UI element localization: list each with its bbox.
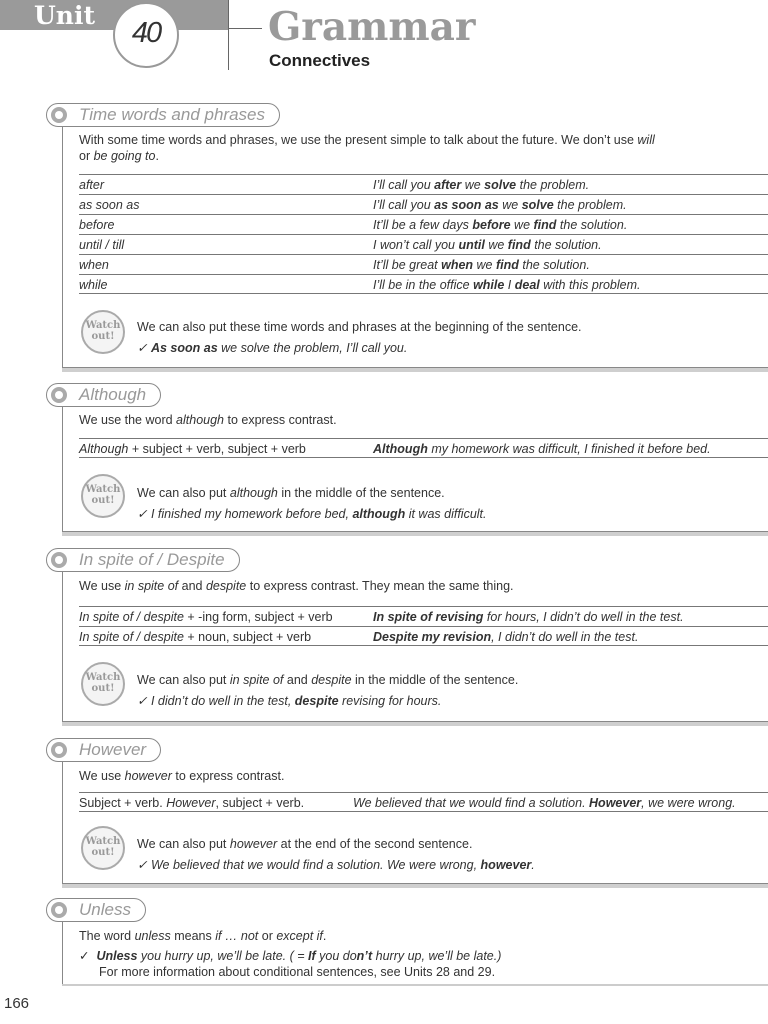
- section-unless: [62, 910, 768, 986]
- table-row: [79, 234, 768, 254]
- bullet-icon: [51, 902, 67, 918]
- table-row: [79, 214, 768, 234]
- watch-out-icon: [81, 826, 125, 870]
- watch-out-text: We can also put these time words and phrases at the beginning of the sentence.: [137, 320, 582, 334]
- intro-em: be going to: [93, 149, 156, 163]
- watch-out-example: ✓ As soon as we solve the problem, I’ll call you.: [137, 341, 408, 355]
- section-intro: [79, 132, 759, 164]
- rule-formula: In spite of / despite + -ing form, subject + verb: [79, 610, 333, 624]
- watch-out-example: ✓ I didn’t do well in the test, despite revising for hours.: [137, 694, 442, 708]
- table-row: [79, 254, 768, 274]
- check-icon: ✓: [137, 341, 148, 355]
- time-word: until / till: [79, 238, 125, 252]
- section-heading-pill: [46, 548, 240, 572]
- section-however: [62, 750, 768, 884]
- bullet-icon: [51, 107, 67, 123]
- example-sentence: I’ll call you after we solve the problem.: [373, 178, 590, 192]
- table-row: [79, 174, 768, 194]
- example-sentence: Despite my revision, I didn’t do well in the test.: [373, 630, 639, 644]
- page-subtitle: Connectives: [269, 51, 371, 70]
- watch-out-label: Watch out!: [85, 672, 121, 694]
- example-sentence: It’ll be a few days before we find the solution.: [373, 218, 628, 232]
- section-heading-pill: [46, 103, 280, 127]
- intro-text: With some time words and phrases, we use the present simple to talk about the future. We don’t use: [79, 133, 638, 147]
- watch-out-text: We can also put however at the end of the second sentence.: [137, 837, 473, 851]
- section-intro: The word unless means if … not or except if.: [79, 929, 327, 943]
- watch-out-example: ✓ We believed that we would find a solution. We were wrong, however.: [137, 858, 535, 872]
- watch-out-icon: [81, 662, 125, 706]
- header-divider: [228, 0, 229, 70]
- check-icon: ✓: [137, 694, 148, 708]
- page-number: 166: [4, 995, 30, 1012]
- time-word: as soon as: [79, 198, 140, 212]
- unless-example: ✓ Unless you hurry up, we’ll be late. ( = If you don’t hurry up, we’ll be late.): [79, 949, 502, 963]
- footer-rule: [62, 984, 768, 986]
- rule-formula: Although + subject + verb, subject + verb: [79, 442, 306, 456]
- check-icon: ✓: [79, 949, 90, 963]
- watch-out-icon: [81, 474, 125, 518]
- page-title: Grammar: [268, 4, 476, 50]
- watch-out-example: ✓ I finished my homework before bed, although it was difficult.: [137, 507, 487, 521]
- watch-out-text: We can also put in spite of and despite in the middle of the sentence.: [137, 673, 519, 687]
- section-intro: We use in spite of and despite to express contrast. They mean the same thing.: [79, 579, 514, 593]
- table-row: [79, 792, 768, 812]
- table-row: [79, 626, 768, 646]
- section-heading-text: In spite of / Despite: [79, 550, 225, 569]
- unit-number-badge: [113, 2, 179, 68]
- example-sentence: Although my homework was difficult, I finished it before bed.: [373, 442, 711, 456]
- section-heading-pill: [46, 738, 161, 762]
- section-heading-text: However: [79, 740, 147, 759]
- more-info-note: For more information about conditional sentences, see Units 28 and 29.: [99, 965, 496, 979]
- watch-out-icon: [81, 310, 125, 354]
- section-heading-text: Unless: [79, 900, 131, 919]
- section-time-words: [62, 114, 768, 368]
- rule-formula: Subject + verb. However, subject + verb.: [79, 796, 305, 810]
- table-row: [79, 438, 768, 458]
- example-sentence: It’ll be great when we find the solution.: [373, 258, 590, 272]
- section-intro: We use however to express contrast.: [79, 769, 285, 783]
- example-sentence: I won’t call you until we find the solution.: [373, 238, 602, 252]
- watch-out-text: We can also put although in the middle of the sentence.: [137, 486, 445, 500]
- time-word: when: [79, 258, 109, 272]
- time-word: while: [79, 278, 108, 292]
- header-rule: [228, 28, 262, 29]
- rule-formula: In spite of / despite + noun, subject + verb: [79, 630, 312, 644]
- watch-out-label: Watch out!: [85, 484, 121, 506]
- section-in-spite-of: [62, 560, 768, 722]
- example-sentence: In spite of revising for hours, I didn’t do well in the test.: [373, 610, 684, 624]
- bullet-icon: [51, 387, 67, 403]
- time-word: before: [79, 218, 115, 232]
- intro-em: will: [637, 133, 655, 147]
- watch-out-label: Watch out!: [85, 320, 121, 342]
- table-row: [79, 274, 768, 294]
- time-word: after: [79, 178, 105, 192]
- table-row: [79, 194, 768, 214]
- check-icon: ✓: [137, 507, 148, 521]
- unit-label: Unit: [34, 1, 96, 30]
- example-sentence: I’ll be in the office while I deal with this problem.: [373, 278, 641, 292]
- example-sentence: We believed that we would find a solution. However, we were wrong.: [353, 796, 736, 810]
- section-intro: We use the word although to express contrast.: [79, 413, 337, 427]
- intro-text: .: [155, 149, 159, 163]
- watch-out-label: Watch out!: [85, 836, 121, 858]
- check-icon: ✓: [137, 858, 148, 872]
- example-sentence: I’ll call you as soon as we solve the problem.: [373, 198, 627, 212]
- section-although: [62, 394, 768, 532]
- section-heading-text: Although: [79, 385, 147, 404]
- section-heading-pill: [46, 383, 161, 407]
- bullet-icon: [51, 552, 67, 568]
- section-heading-text: Time words and phrases: [79, 105, 265, 124]
- bullet-icon: [51, 742, 67, 758]
- section-heading-pill: [46, 898, 146, 922]
- intro-text: or: [79, 149, 94, 163]
- table-row: [79, 606, 768, 626]
- unit-number: 40: [131, 17, 161, 49]
